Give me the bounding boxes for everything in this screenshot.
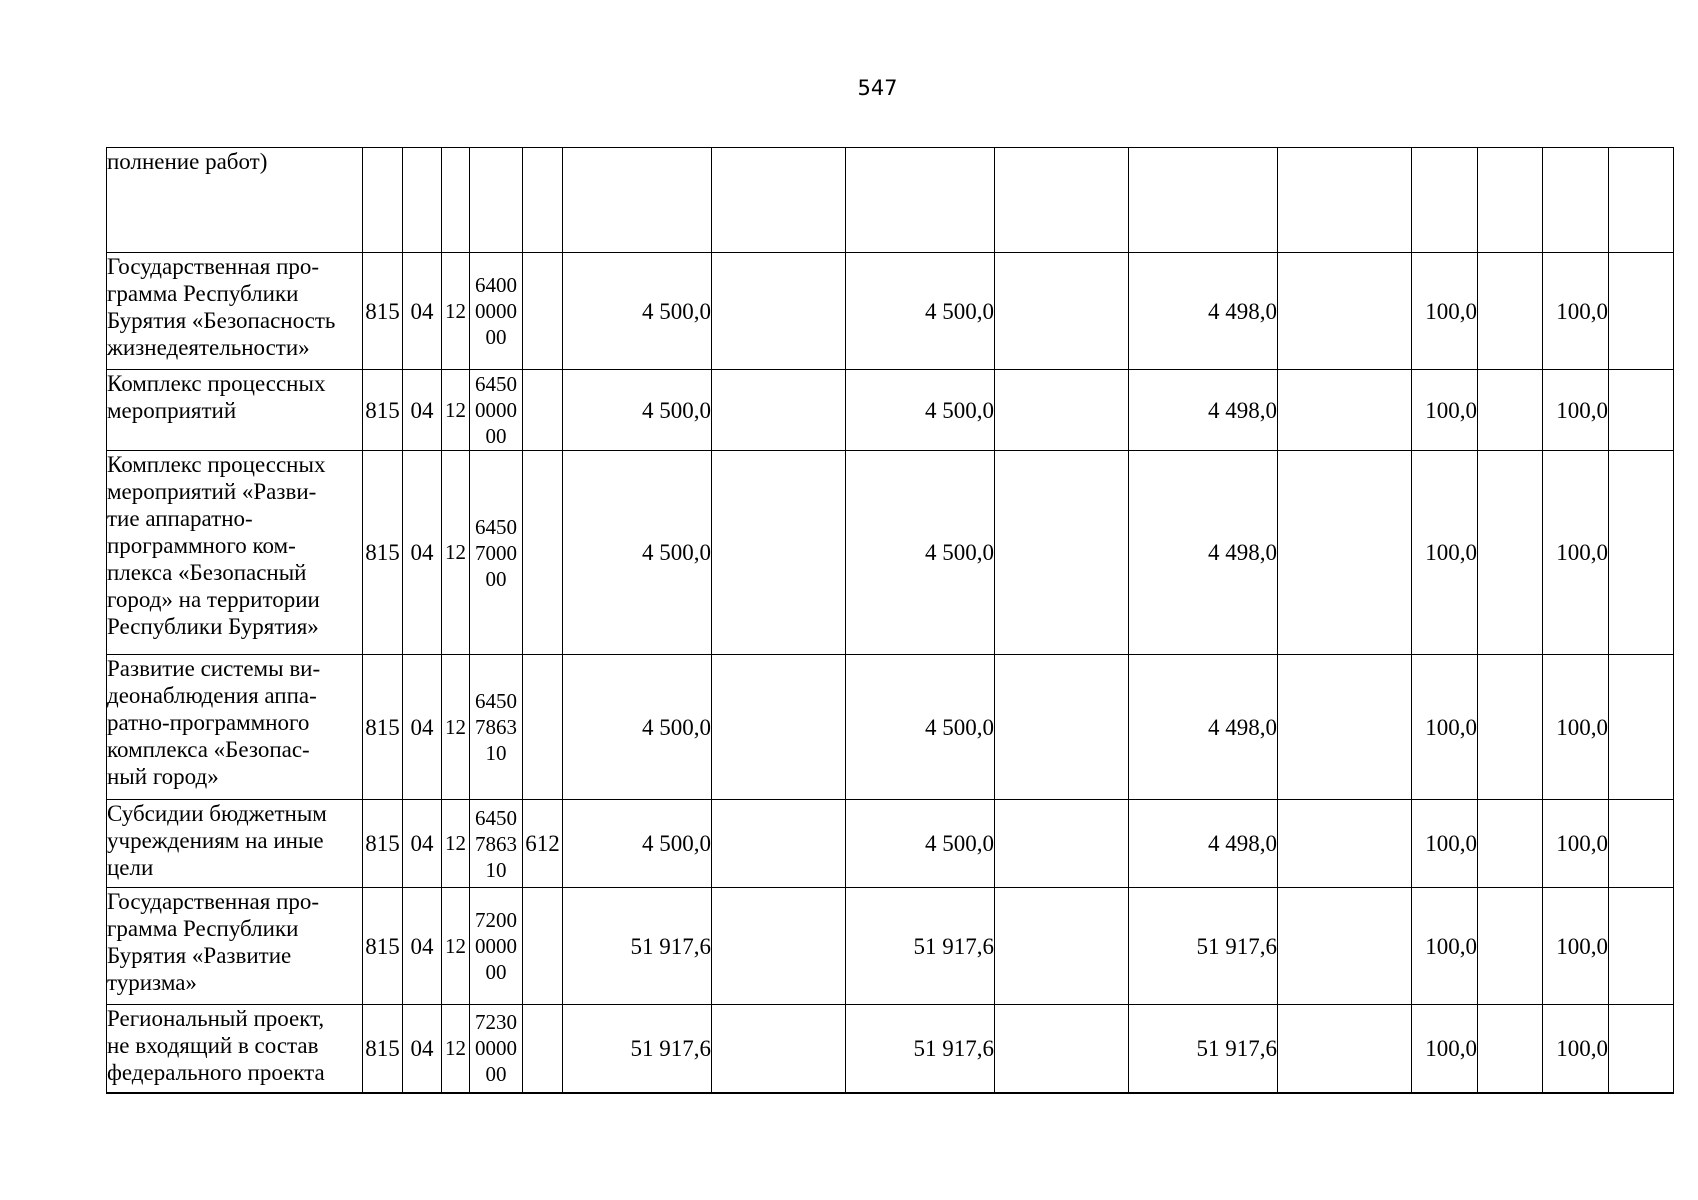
- cell-empty: [995, 148, 1129, 253]
- cell-empty: [712, 655, 846, 800]
- table-row: [107, 451, 1674, 655]
- cell-section-code: 04: [403, 800, 442, 888]
- cell-empty: [1278, 800, 1412, 888]
- cell-empty: [1609, 148, 1674, 253]
- cell-expense-type: [523, 451, 563, 655]
- cell-empty: [1609, 451, 1674, 655]
- cell-percent-of-refined: 100,0: [1543, 800, 1609, 888]
- cell-section-code: 04: [403, 370, 442, 451]
- cell-percent-of-plan: 100,0: [1412, 1005, 1478, 1093]
- cell-empty: [1278, 1005, 1412, 1093]
- cell-target-article: 7230 0000 00: [470, 1005, 523, 1093]
- cell-percent-of-refined: [1543, 148, 1609, 253]
- cell-empty: [712, 370, 846, 451]
- cell-empty: [1478, 800, 1543, 888]
- cell-percent-of-plan: 100,0: [1412, 253, 1478, 370]
- cell-percent-of-plan: 100,0: [1412, 451, 1478, 655]
- cell-approved-amount: 4 500,0: [563, 451, 712, 655]
- cell-department-code: 815: [363, 888, 403, 1005]
- cell-empty: [1278, 451, 1412, 655]
- cell-percent-of-plan: 100,0: [1412, 800, 1478, 888]
- cell-empty: [1609, 253, 1674, 370]
- table-row: [107, 800, 1674, 888]
- cell-approved-amount: 4 500,0: [563, 253, 712, 370]
- cell-subsection-code: 12: [442, 451, 470, 655]
- cell-section-code: 04: [403, 888, 442, 1005]
- cell-approved-amount: 4 500,0: [563, 800, 712, 888]
- cell-percent-of-refined: 100,0: [1543, 655, 1609, 800]
- cell-percent-of-plan: [1412, 148, 1478, 253]
- cell-description: Государственная про- грамма Республики Бурятия «Развитие туризма»: [107, 888, 363, 1005]
- cell-section-code: 04: [403, 655, 442, 800]
- table-row: [107, 655, 1674, 800]
- cell-executed-amount: 4 498,0: [1129, 451, 1278, 655]
- cell-percent-of-plan: 100,0: [1412, 888, 1478, 1005]
- cell-refined-amount: 4 500,0: [846, 800, 995, 888]
- cell-executed-amount: 51 917,6: [1129, 888, 1278, 1005]
- cell-empty: [712, 800, 846, 888]
- cell-target-article: 6400 0000 00: [470, 253, 523, 370]
- table-row: [107, 888, 1674, 1005]
- cell-empty: [1609, 888, 1674, 1005]
- cell-refined-amount: 51 917,6: [846, 1005, 995, 1093]
- cell-empty: [1609, 1005, 1674, 1093]
- page-number: 547: [857, 76, 898, 100]
- table-row: [107, 1005, 1674, 1093]
- cell-refined-amount: 4 500,0: [846, 451, 995, 655]
- cell-refined-amount: 51 917,6: [846, 888, 995, 1005]
- cell-empty: [1478, 888, 1543, 1005]
- cell-approved-amount: 51 917,6: [563, 888, 712, 1005]
- cell-department-code: 815: [363, 800, 403, 888]
- cell-executed-amount: 4 498,0: [1129, 655, 1278, 800]
- cell-empty: [1478, 148, 1543, 253]
- cell-department-code: 815: [363, 370, 403, 451]
- cell-empty: [1278, 888, 1412, 1005]
- cell-percent-of-refined: 100,0: [1543, 253, 1609, 370]
- cell-approved-amount: 4 500,0: [563, 655, 712, 800]
- cell-subsection-code: 12: [442, 1005, 470, 1093]
- cell-subsection-code: 12: [442, 888, 470, 1005]
- cell-empty: [995, 370, 1129, 451]
- cell-percent-of-refined: 100,0: [1543, 1005, 1609, 1093]
- cell-empty: [712, 451, 846, 655]
- cell-expense-type: [523, 888, 563, 1005]
- cell-percent-of-refined: 100,0: [1543, 370, 1609, 451]
- cell-subsection-code: 12: [442, 655, 470, 800]
- cell-department-code: 815: [363, 253, 403, 370]
- cell-executed-amount: 4 498,0: [1129, 800, 1278, 888]
- cell-expense-type: [523, 655, 563, 800]
- table-row: [107, 370, 1674, 451]
- cell-refined-amount: 4 500,0: [846, 253, 995, 370]
- cell-target-article: 7200 0000 00: [470, 888, 523, 1005]
- cell-empty: [712, 253, 846, 370]
- cell-percent-of-plan: 100,0: [1412, 655, 1478, 800]
- cell-expense-type: [523, 1005, 563, 1093]
- cell-percent-of-refined: 100,0: [1543, 451, 1609, 655]
- cell-department-code: 815: [363, 655, 403, 800]
- cell-subsection-code: 12: [442, 253, 470, 370]
- cell-empty: [1478, 655, 1543, 800]
- cell-empty: [995, 655, 1129, 800]
- cell-section-code: 04: [403, 253, 442, 370]
- cell-approved-amount: [563, 148, 712, 253]
- cell-empty: [995, 451, 1129, 655]
- cell-empty: [712, 1005, 846, 1093]
- cell-department-code: 815: [363, 451, 403, 655]
- cell-description: полнение работ): [107, 148, 363, 253]
- cell-empty: [1278, 655, 1412, 800]
- cell-empty: [1478, 1005, 1543, 1093]
- cell-empty: [1278, 148, 1412, 253]
- cell-refined-amount: 4 500,0: [846, 370, 995, 451]
- cell-target-article: 6450 0000 00: [470, 370, 523, 451]
- cell-empty: [995, 800, 1129, 888]
- cell-subsection-code: 12: [442, 800, 470, 888]
- cell-empty: [1478, 370, 1543, 451]
- cell-executed-amount: [1129, 148, 1278, 253]
- cell-description: Развитие системы ви- деонаблюдения аппа- ратно-программного комплекса «Безопас- ный город»: [107, 655, 363, 800]
- cell-empty: [1609, 655, 1674, 800]
- cell-expense-type: [523, 253, 563, 370]
- cell-empty: [1278, 370, 1412, 451]
- cell-description: Комплекс процессных мероприятий «Разви- тие аппаратно- программного ком- плекса «Безопасный город» на территории Республики Бурятия»: [107, 451, 363, 655]
- cell-target-article: 6450 7000 00: [470, 451, 523, 655]
- budget-execution-table: [106, 147, 1674, 1094]
- cell-refined-amount: 4 500,0: [846, 655, 995, 800]
- cell-target-article: 6450 7863 10: [470, 655, 523, 800]
- cell-description: Государственная про- грамма Республики Бурятия «Безопасность жизнедеятельности»: [107, 253, 363, 370]
- cell-section-code: 04: [403, 451, 442, 655]
- cell-percent-of-plan: 100,0: [1412, 370, 1478, 451]
- cell-empty: [1609, 370, 1674, 451]
- cell-empty: [1609, 800, 1674, 888]
- cell-section-code: 04: [403, 1005, 442, 1093]
- cell-empty: [1478, 451, 1543, 655]
- cell-subsection-code: [442, 148, 470, 253]
- cell-target-article: 6450 7863 10: [470, 800, 523, 888]
- cell-empty: [995, 253, 1129, 370]
- cell-department-code: 815: [363, 1005, 403, 1093]
- cell-empty: [1278, 253, 1412, 370]
- cell-empty: [712, 148, 846, 253]
- cell-section-code: [403, 148, 442, 253]
- table-row: [107, 148, 1674, 253]
- cell-expense-type: [523, 370, 563, 451]
- cell-executed-amount: 4 498,0: [1129, 253, 1278, 370]
- cell-description: Региональный проект, не входящий в состав федерального проекта: [107, 1005, 363, 1093]
- table-row: [107, 253, 1674, 370]
- cell-executed-amount: 51 917,6: [1129, 1005, 1278, 1093]
- cell-subsection-code: 12: [442, 370, 470, 451]
- cell-target-article: [470, 148, 523, 253]
- cell-empty: [712, 888, 846, 1005]
- cell-department-code: [363, 148, 403, 253]
- cell-percent-of-refined: 100,0: [1543, 888, 1609, 1005]
- cell-expense-type: 612: [523, 800, 563, 888]
- cell-executed-amount: 4 498,0: [1129, 370, 1278, 451]
- cell-refined-amount: [846, 148, 995, 253]
- cell-approved-amount: 51 917,6: [563, 1005, 712, 1093]
- cell-empty: [995, 1005, 1129, 1093]
- cell-empty: [995, 888, 1129, 1005]
- cell-expense-type: [523, 148, 563, 253]
- cell-approved-amount: 4 500,0: [563, 370, 712, 451]
- cell-description: Комплекс процессных мероприятий: [107, 370, 363, 451]
- cell-description: Субсидии бюджетным учреждениям на иные цели: [107, 800, 363, 888]
- cell-empty: [1478, 253, 1543, 370]
